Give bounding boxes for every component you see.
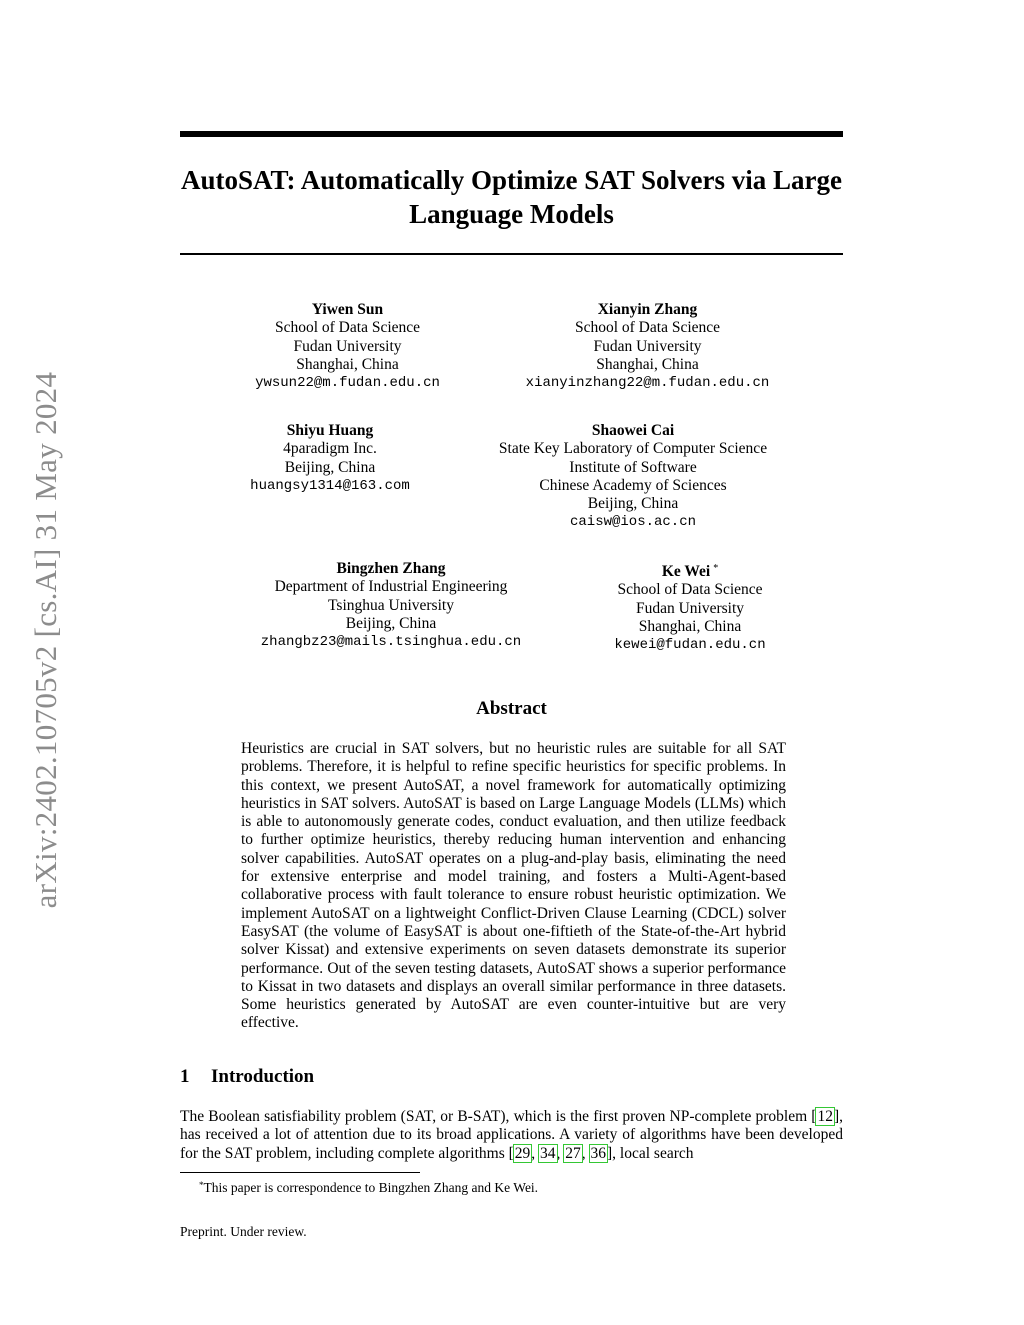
footnote-rule [180,1172,420,1173]
author-affiliation: Beijing, China [284,458,376,476]
author-email[interactable]: huangsy1314@163.com [250,477,410,494]
paper-title: AutoSAT: Automatically Optimize SAT Solvers via Large Language Models [181,165,842,229]
footnote-mark: * [199,1180,204,1190]
introduction-paragraph [180,1108,843,1163]
paragraph-text: ], local search [607,1144,694,1162]
author-name: Shiyu Huang [286,422,374,439]
citation-separator: , [581,1144,590,1162]
author-affiliation: Beijing, China [587,495,679,513]
author-block-bingzhen-zhang [250,560,532,651]
author-block-shiyu-huang [230,422,430,495]
section-number: 1 [180,1066,190,1087]
citation-link[interactable]: 34 [540,1144,556,1162]
author-affiliation: Institute of Software [569,458,697,476]
author-name-with-mark [595,560,785,581]
citation-link[interactable]: 12 [817,1108,833,1125]
author-block-ke-wei [595,560,785,654]
abstract-heading: Abstract [476,698,547,719]
author-affiliation: Shanghai, China [596,355,699,373]
author-name: Xianyin Zhang [597,301,698,318]
footnote [199,1177,538,1196]
author-affiliation: School of Data Science [574,319,721,337]
author-affiliation: Fudan University [635,599,745,617]
author-affiliation: Shanghai, China [638,617,742,635]
citation-separator: , [556,1144,565,1162]
author-affiliation: Beijing, China [345,614,437,632]
arxiv-identifier-stamp: arXiv:2402.10705v2 [cs.AI] 31 May 2024 [28,371,63,909]
citation-link[interactable]: 27 [565,1144,581,1162]
author-email[interactable]: zhangbz23@mails.tsinghua.edu.cn [260,634,522,651]
author-affiliation: Shanghai, China [296,355,399,373]
citation-separator: , [531,1144,540,1162]
citation-link[interactable]: 36 [590,1144,607,1162]
author-name: Yiwen Sun [311,301,384,318]
author-affiliation: Fudan University [293,337,402,355]
author-block-yiwen-sun [230,301,465,392]
section-title: Introduction [211,1066,315,1087]
author-email[interactable]: caisw@ios.ac.cn [569,514,697,531]
author-affiliation: Chinese Academy of Sciences [539,476,727,494]
footnote-text: This paper is correspondence to Bingzhen Zhang and Ke Wei. [203,1180,539,1195]
author-email[interactable]: kewei@fudan.edu.cn [614,637,766,654]
citation-link[interactable]: 29 [514,1144,531,1162]
author-affiliation: School of Data Science [274,319,421,337]
author-block-shaowei-cai [483,422,783,532]
author-name: Bingzhen Zhang [336,560,446,577]
abstract-body: Heuristics are crucial in SAT solvers, but no heuristic rules are suitable for all SAT problems. Therefore, it is helpful to refine specific heuristics for specific problems. In this context, we present AutoSAT, a novel framework for automatically optimizing heuristics in SAT solvers. AutoSAT is based on Large Language Models (LLMs) which is able to autonomously generate codes, conduct evaluation, and then utilize feedback to further optimize heuristics, thereby reducing human intervention and enhancing solver capabilities. AutoSAT operates on a plug-and-play basis, eliminating the need for extensive enterprise and model training, and fosters a Multi-Agent-based collaborative process with fault tolerance to ensure robust heuristic optimization. We implement AutoSAT on a lightweight Conflict-Driven Clause Learning (CDCL) solver EasySAT (the volume of EasySAT is about one-fiftieth of the State-of-the-Art hybrid solver Kissat) and extensive experiments on seven datasets demonstrate its superior performance. Out of the seven testing datasets, AutoSAT shows a superior performance to Kissat in two datasets and displays an overall similar performance in three datasets. Some heuristics generated by AutoSAT are even counter-intuitive but are very effective. [241,740,786,1032]
author-affiliation: 4paradigm Inc. [283,440,377,458]
author-affiliation: Fudan University [593,337,702,355]
section-heading-introduction [180,1066,314,1088]
paragraph-text: The Boolean satisfiability problem (SAT, or B-SAT), which is the first proven NP-complete problem [ [180,1108,817,1125]
paragraph-text: ], has received a lot of attention due to its broad applications. A variety of algorithms have been developed for the SAT problem, including complete algorithms [ [180,1108,843,1162]
author-affiliation: State Key Laboratory of Computer Science [498,440,768,458]
author-name: Shaowei Cai [591,422,675,439]
author-affiliation: School of Data Science [617,581,763,599]
author-block-xianyin-zhang [510,301,785,392]
author-affiliation: Department of Industrial Engineering [274,578,508,596]
title-bottom-rule [180,253,843,255]
author-affiliation: Tsinghua University [328,596,454,614]
author-name: Ke Wei [661,563,711,580]
author-email[interactable]: xianyinzhang22@m.fudan.edu.cn [525,375,770,392]
corresponding-author-mark[interactable]: * [713,563,719,574]
title-top-rule [180,131,843,137]
author-email[interactable]: ywsun22@m.fudan.edu.cn [255,375,440,392]
preprint-notice: Preprint. Under review. [180,1224,307,1239]
